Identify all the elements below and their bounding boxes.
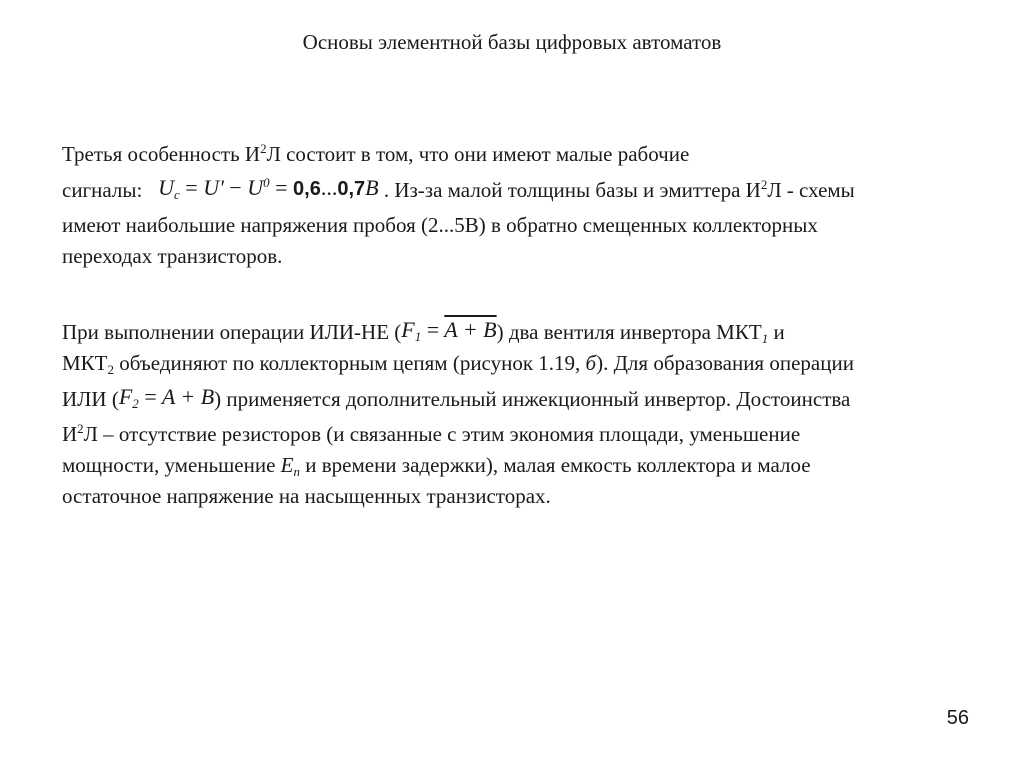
text-line: мощности, уменьшение $E_n$ и времени задержки), малая емкость коллектора и малое: [62, 453, 811, 479]
slide-title: Основы элементной базы цифровых автоматов: [302, 30, 722, 54]
or-formula: $F_2 = A + B$: [118, 384, 215, 411]
text-line: сигналы: $U_c = U' - U^0 = 0,6...0,7B$ . Из-за малой толщины базы и эмиттера $И^2Л$ - схемы: [62, 175, 855, 202]
text-line: остаточное напряжение на насыщенных транзисторах.: [62, 484, 551, 508]
text-line: имеют наибольшие напряжения пробоя (2...5В) в обратно смещенных коллекторных: [62, 213, 818, 237]
text-line: $И^2Л$ – отсутствие резисторов (и связанные с этим экономия площади, уменьшение: [62, 421, 801, 446]
text-line: ИЛИ $(F_2 = A + B)$ применяется дополнительный инжекционный инвертор. Достоинства: [62, 384, 851, 411]
signal-voltage-formula: $U_c = U' - U^0 = 0,6...0,7B$: [158, 175, 379, 202]
nor-formula: $F_1 = A + B$: [401, 317, 497, 344]
text-line: $МКТ_2$ объединяют по коллекторным цепям (рисунок 1.19, б). Для образования операции: [62, 351, 854, 377]
text-line: Третья особенность $И^2Л$ состоит в том, что они имеют малые рабочие: [62, 141, 690, 166]
page-number: 56: [946, 707, 969, 729]
paragraph-signals: [62, 139, 982, 272]
text-line: При выполнении операции ИЛИ-НЕ $(F_1 = A + B)$ два вентиля инвертора $МКТ_1$ и: [62, 317, 785, 346]
paragraph-operations: [62, 317, 982, 512]
text-line: переходах транзисторов.: [62, 244, 283, 268]
